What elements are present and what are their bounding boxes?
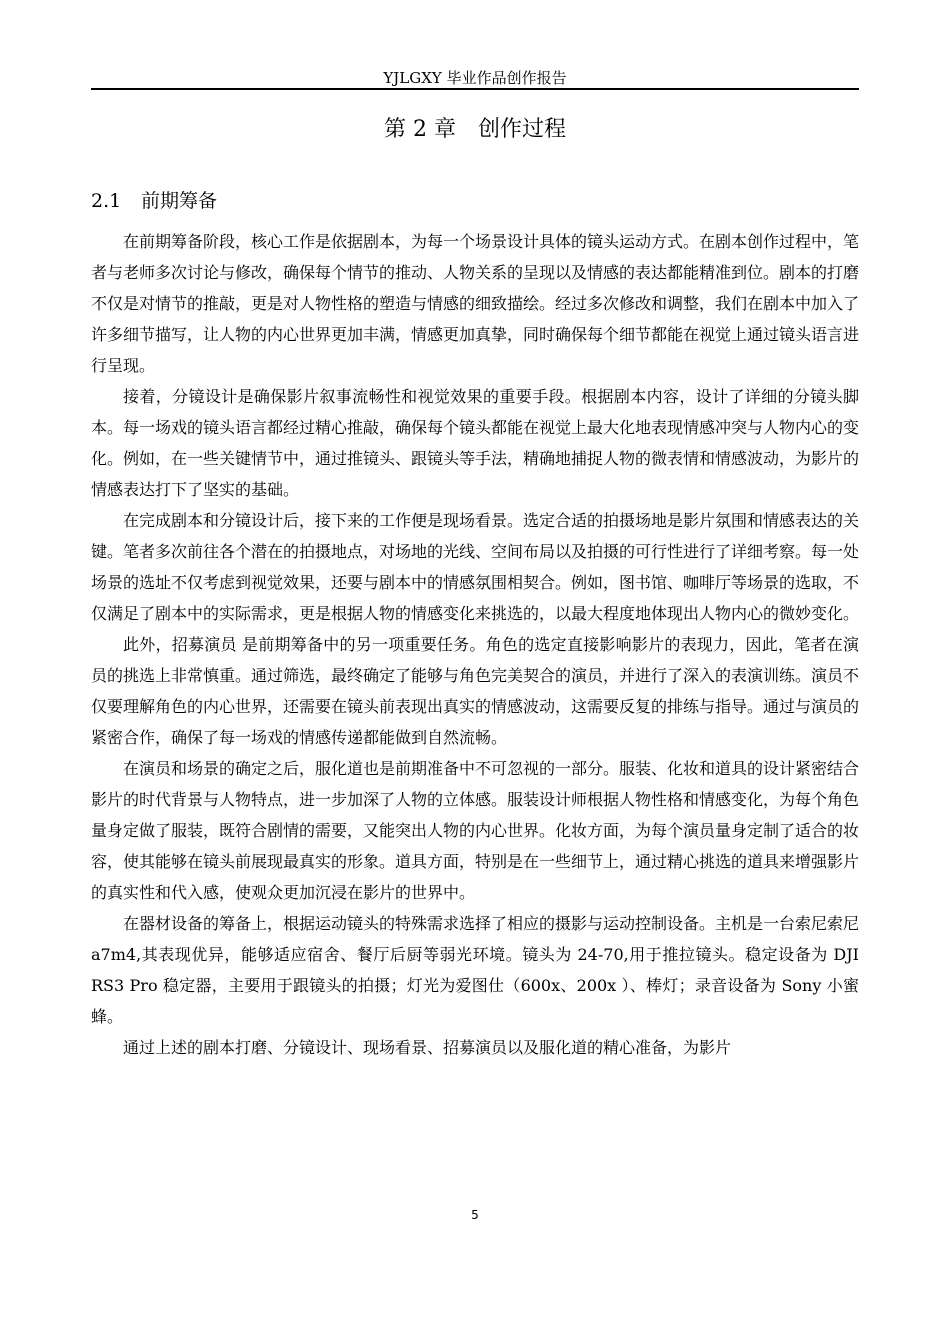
page-number: 5 (471, 1208, 479, 1222)
section-heading (91, 186, 217, 216)
paragraph: 在器材设备的筹备上，根据运动镜头的特殊需求选择了相应的摄影与运动控制设备。主机是一台索尼索尼 a7m4,其表现优异，能够适应宿舍、餐厅后厨等弱光环境。镜头为 24-70,用于推拉镜头。稳定设备为 DJI RS3 Pro 稳定器，主要用于跟镜头的拍摄；灯光为爱图仕（600x、200x ）、棒灯；录音设备为 Sony 小蜜蜂。 (91, 914, 860, 1026)
chapter-title: 第 2 章 创作过程 (384, 117, 566, 142)
section-title: 前期筹备 (141, 190, 218, 212)
paragraph: 此外，招募演员 是前期筹备中的另一项重要任务。角色的选定直接影响影片的表现力，因此，笔者在演员的挑选上非常慎重。通过筛选，最终确定了能够与角色完美契合的演员，并进行了深入的表演训练。演员不仅要理解角色的内心世界，还需要在镜头前表现出真实的情感波动，这需要反复的排练与指导。通过与演员的紧密合作，确保了每一场戏的情感传递都能做到自然流畅。 (91, 635, 860, 747)
running-header: YJLGXY 毕业作品创作报告 (383, 69, 567, 87)
paragraph: 接着，分镜设计是确保影片叙事流畅性和视觉效果的重要手段。根据剧本内容，设计了详细的分镜头脚本。每一场戏的镜头语言都经过精心推敲，确保每个镜头都能在视觉上最大化地表现情感冲突与人物内心的变化。例如，在一些关键情节中，通过推镜头、跟镜头等手法，精确地捕捉人物的微表情和情感波动，为影片的情感表达打下了坚实的基础。 (91, 387, 860, 499)
paragraph: 在完成剧本和分镜设计后，接下来的工作便是现场看景。选定合适的拍摄场地是影片氛围和情感表达的关键。笔者多次前往各个潜在的拍摄地点，对场地的光线、空间布局以及拍摄的可行性进行了详细考察。每一处场景的选址不仅考虑到视觉效果，还要与剧本中的情感氛围相契合。例如，图书馆、咖啡厅等场景的选取，不仅满足了剧本中的实际需求，更是根据人物的情感变化来挑选的，以最大程度地体现出人物内心的微妙变化。 (91, 511, 860, 623)
paragraph: 在演员和场景的确定之后，服化道也是前期准备中不可忽视的一部分。服装、化妆和道具的设计紧密结合影片的时代背景与人物特点，进一步加深了人物的立体感。服装设计师根据人物性格和情感变化，为每个角色量身定做了服装，既符合剧情的需要，又能突出人物的内心世界。化妆方面，为每个演员量身定制了适合的妆容，使其能够在镜头前展现最真实的形象。道具方面，特别是在一些细节上，通过精心挑选的道具来增强影片的真实性和代入感，使观众更加沉浸在影片的世界中。 (91, 759, 860, 902)
section-number: 2.1 (91, 190, 122, 212)
paragraph: 在前期筹备阶段，核心工作是依据剧本，为每一个场景设计具体的镜头运动方式。在剧本创作过程中，笔者与老师多次讨论与修改，确保每个情节的推动、人物关系的呈现以及情感的表达都能精准到位。剧本的打磨不仅是对情节的推敲，更是对人物性格的塑造与情感的细致描绘。经过多次修改和调整，我们在剧本中加入了许多细节描写，让人物的内心世界更加丰满，情感更加真挚，同时确保每个细节都能在视觉上通过镜头语言进行呈现。 (91, 232, 860, 375)
paragraph: 通过上述的剧本打磨、分镜设计、现场看景、招募演员以及服化道的精心准备，为影片 (123, 1038, 732, 1057)
body-text (91, 226, 859, 1063)
header-divider (91, 88, 859, 90)
